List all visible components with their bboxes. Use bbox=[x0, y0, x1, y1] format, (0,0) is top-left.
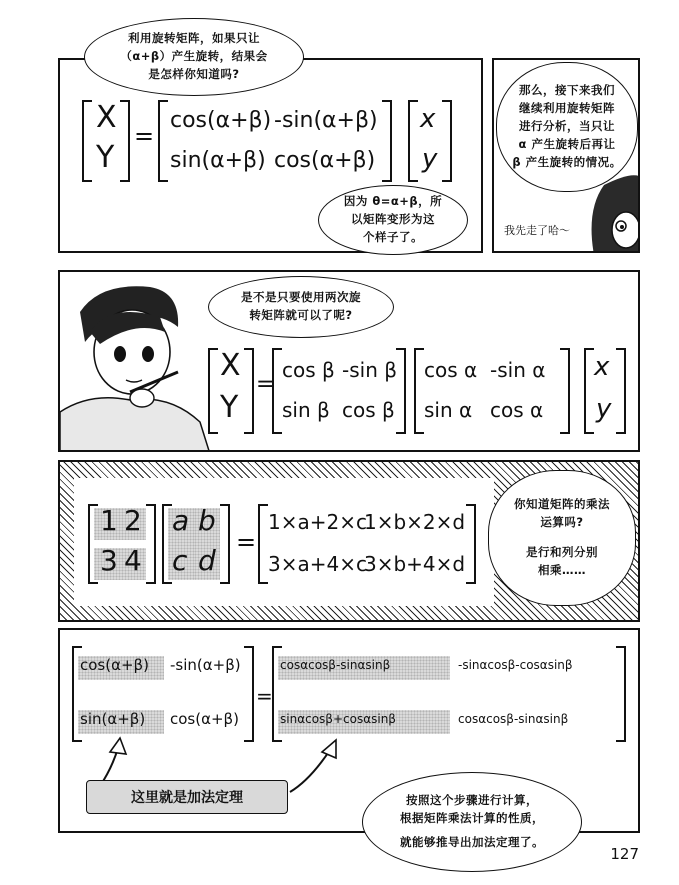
alpha-cell-22: cos α bbox=[490, 398, 544, 422]
equals-sign-4: = bbox=[256, 684, 273, 708]
mb-cell-21: c bbox=[172, 544, 188, 577]
equals-sign-3: = bbox=[236, 528, 257, 556]
left5-cell-21: sin(α+β) bbox=[80, 710, 146, 728]
vec2-bracket-left bbox=[584, 348, 594, 434]
right5-cell-11: cosαcosβ-sinαsinβ bbox=[280, 658, 391, 672]
vec-bracket-left bbox=[408, 100, 418, 182]
lhs-x: X bbox=[96, 100, 117, 135]
equals-sign: = bbox=[134, 122, 155, 150]
speech-bubble-twice-rotation: 是不是只要使用两次旋 转矩阵就可以了呢? bbox=[208, 276, 394, 338]
right5-cell-21: sinαcosβ+cosαsinβ bbox=[280, 712, 396, 726]
beta-bracket-right bbox=[396, 348, 406, 434]
vec2-x: x bbox=[594, 352, 610, 382]
res-cell-21: 3×a+4×c bbox=[268, 552, 367, 576]
alpha-cell-12: -sin α bbox=[490, 358, 546, 382]
res-cell-22: 3×b+4×d bbox=[364, 552, 466, 576]
beta-cell-21: sin β bbox=[282, 398, 330, 422]
beta-cell-12: -sin β bbox=[342, 358, 397, 382]
alpha-bracket-left bbox=[414, 348, 424, 434]
alpha-cell-21: sin α bbox=[424, 398, 473, 422]
lhs2-bracket-right bbox=[244, 348, 254, 434]
mb-cell-11: a bbox=[172, 504, 190, 537]
speech-bubble-theta-explanation: 因为 θ=α+β，所 以矩阵变形为这 个样子了。 bbox=[318, 185, 468, 255]
rot-cell-22: cos(α+β) bbox=[274, 148, 376, 173]
vec2-y: y bbox=[596, 394, 612, 424]
alpha-cell-11: cos α bbox=[424, 358, 478, 382]
ma-cell-22: 4 bbox=[124, 544, 142, 577]
leaving-remark: 我先走了哈～ bbox=[504, 224, 570, 237]
ma-cell-11: 1 bbox=[100, 504, 118, 537]
alpha-bracket-right bbox=[560, 348, 570, 434]
vec2-bracket-right bbox=[616, 348, 626, 434]
right5-cell-22: cosαcosβ-sinαsinβ bbox=[458, 712, 569, 726]
addition-theorem-label: 这里就是加法定理 bbox=[86, 780, 288, 814]
lhs-bracket-right bbox=[120, 100, 130, 182]
ma-cell-12: 2 bbox=[124, 504, 142, 537]
rot-cell-21: sin(α+β) bbox=[170, 148, 266, 173]
vec-bracket-right bbox=[442, 100, 452, 182]
boy-thinking-illustration bbox=[60, 272, 210, 452]
rot-bracket-left bbox=[158, 100, 168, 182]
speech-bubble-rotation-question: 利用旋转矩阵，如果只让 （α+β）产生旋转，结果会 是怎样你知道吗? bbox=[84, 18, 304, 96]
res-bracket-left bbox=[258, 504, 268, 584]
lhs2-bracket-left bbox=[208, 348, 218, 434]
equals-sign-2: = bbox=[256, 372, 275, 397]
left5-cell-22: cos(α+β) bbox=[170, 710, 239, 728]
vec-x: x bbox=[420, 104, 436, 134]
ma-bracket-right bbox=[146, 504, 156, 584]
left5-cell-12: -sin(α+β) bbox=[170, 656, 241, 674]
speech-bubble-next-analysis: 那么，接下来我们 继续利用旋转矩阵 进行分析，当只让 α 产生旋转后再让 β 产生旋转的情况。 bbox=[496, 62, 638, 192]
rot-bracket-right bbox=[382, 100, 392, 182]
res-bracket-right bbox=[466, 504, 476, 584]
lhs2-x: X bbox=[220, 348, 241, 383]
beta-cell-11: cos β bbox=[282, 358, 335, 382]
res-cell-11: 1×a+2×c bbox=[268, 510, 367, 534]
res-cell-12: 1×b×2×d bbox=[364, 510, 466, 534]
ma-cell-21: 3 bbox=[100, 544, 118, 577]
mb-cell-12: b bbox=[198, 504, 216, 537]
lhs2-y: Y bbox=[220, 390, 239, 425]
beta-bracket-left bbox=[272, 348, 282, 434]
rot-cell-12: -sin(α+β) bbox=[274, 108, 378, 133]
vec-y: y bbox=[422, 144, 438, 174]
beta-cell-22: cos β bbox=[342, 398, 395, 422]
lhs-bracket-left bbox=[82, 100, 92, 182]
lhs-y: Y bbox=[96, 140, 115, 175]
mb-bracket-left bbox=[162, 504, 172, 584]
page-number: 127 bbox=[610, 845, 639, 863]
mb-bracket-right bbox=[220, 504, 230, 584]
speech-bubble-derive-theorem: 按照这个步骤进行计算， 根据矩阵乘法计算的性质， 就能够推导出加法定理了。 bbox=[362, 772, 582, 872]
speech-bubble-matrix-multiplication: 你知道矩阵的乘法 运算吗? 是行和列分别 相乘…… bbox=[488, 470, 636, 606]
rot-cell-11: cos(α+β) bbox=[170, 108, 272, 133]
right5-cell-12: -sinαcosβ-cosαsinβ bbox=[458, 658, 573, 672]
ma-bracket-left bbox=[88, 504, 98, 584]
panel-4 bbox=[74, 478, 494, 606]
left5-cell-11: cos(α+β) bbox=[80, 656, 149, 674]
mb-cell-22: d bbox=[198, 544, 216, 577]
